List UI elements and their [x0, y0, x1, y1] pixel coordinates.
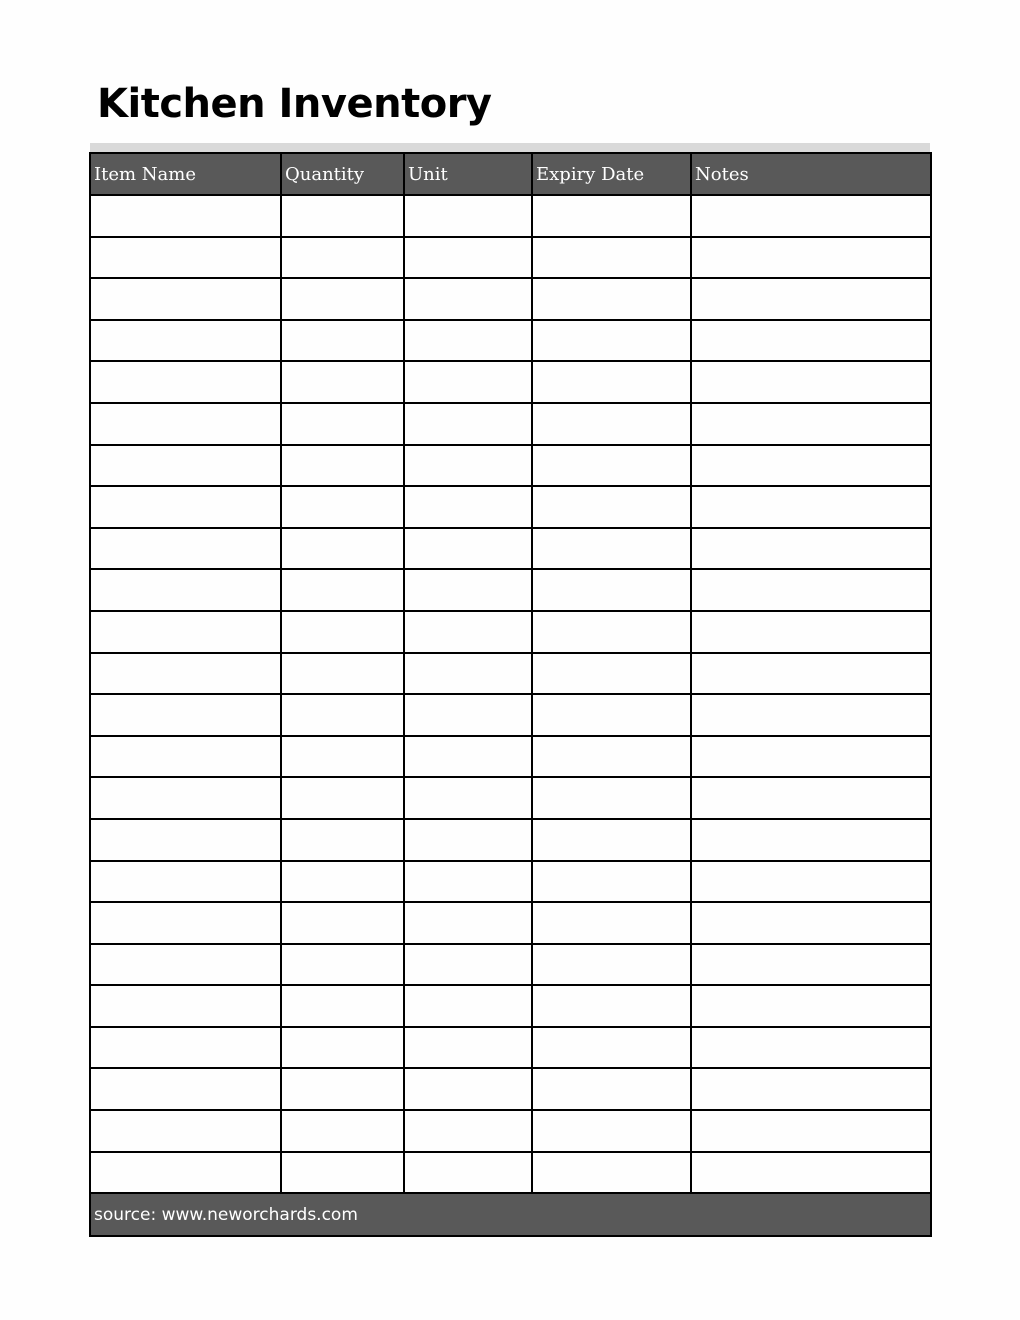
cell-notes[interactable]	[691, 569, 931, 611]
cell-quantity[interactable]	[281, 694, 404, 736]
cell-quantity[interactable]	[281, 861, 404, 903]
cell-notes[interactable]	[691, 486, 931, 528]
cell-quantity[interactable]	[281, 486, 404, 528]
cell-item-name[interactable]	[90, 445, 281, 487]
cell-item-name[interactable]	[90, 861, 281, 903]
cell-unit[interactable]	[404, 278, 532, 320]
cell-unit[interactable]	[404, 195, 532, 237]
cell-expiry-date[interactable]	[532, 902, 691, 944]
cell-unit[interactable]	[404, 611, 532, 653]
cell-unit[interactable]	[404, 736, 532, 778]
table-row	[90, 653, 931, 695]
table-row	[90, 569, 931, 611]
cell-quantity[interactable]	[281, 1068, 404, 1110]
cell-expiry-date[interactable]	[532, 985, 691, 1027]
cell-quantity[interactable]	[281, 195, 404, 237]
cell-unit[interactable]	[404, 237, 532, 279]
cell-item-name[interactable]	[90, 403, 281, 445]
column-header-unit: Unit	[404, 153, 532, 195]
header-row	[90, 153, 931, 195]
table-row	[90, 403, 931, 445]
cell-unit[interactable]	[404, 944, 532, 986]
table-row	[90, 237, 931, 279]
cell-item-name[interactable]	[90, 528, 281, 570]
cell-unit[interactable]	[404, 861, 532, 903]
cell-item-name[interactable]	[90, 819, 281, 861]
cell-unit[interactable]	[404, 694, 532, 736]
table-row	[90, 694, 931, 736]
cell-quantity[interactable]	[281, 1110, 404, 1152]
cell-item-name[interactable]	[90, 944, 281, 986]
table-row	[90, 361, 931, 403]
cell-notes[interactable]	[691, 819, 931, 861]
cell-notes[interactable]	[691, 1027, 931, 1069]
cell-unit[interactable]	[404, 403, 532, 445]
cell-quantity[interactable]	[281, 902, 404, 944]
table-row	[90, 1110, 931, 1152]
cell-item-name[interactable]	[90, 902, 281, 944]
cell-expiry-date[interactable]	[532, 944, 691, 986]
cell-expiry-date[interactable]	[532, 1027, 691, 1069]
table-row	[90, 528, 931, 570]
cell-expiry-date[interactable]	[532, 278, 691, 320]
cell-item-name[interactable]	[90, 985, 281, 1027]
table-row	[90, 736, 931, 778]
table-row	[90, 320, 931, 362]
cell-unit[interactable]	[404, 528, 532, 570]
cell-notes[interactable]	[691, 237, 931, 279]
table-row	[90, 611, 931, 653]
cell-quantity[interactable]	[281, 611, 404, 653]
cell-notes[interactable]	[691, 445, 931, 487]
cell-quantity[interactable]	[281, 1027, 404, 1069]
table-row	[90, 902, 931, 944]
cell-unit[interactable]	[404, 985, 532, 1027]
cell-expiry-date[interactable]	[532, 819, 691, 861]
cell-quantity[interactable]	[281, 528, 404, 570]
cell-unit[interactable]	[404, 445, 532, 487]
cell-notes[interactable]	[691, 361, 931, 403]
cell-expiry-date[interactable]	[532, 694, 691, 736]
cell-unit[interactable]	[404, 1027, 532, 1069]
cell-unit[interactable]	[404, 777, 532, 819]
cell-expiry-date[interactable]	[532, 361, 691, 403]
column-header-quantity: Quantity	[281, 153, 404, 195]
table-row	[90, 195, 931, 237]
cell-quantity[interactable]	[281, 278, 404, 320]
cell-item-name[interactable]	[90, 777, 281, 819]
cell-item-name[interactable]	[90, 653, 281, 695]
cell-expiry-date[interactable]	[532, 1110, 691, 1152]
cell-expiry-date[interactable]	[532, 1068, 691, 1110]
cell-item-name[interactable]	[90, 195, 281, 237]
table-row	[90, 985, 931, 1027]
page-title: Kitchen Inventory	[97, 81, 492, 127]
table-row	[90, 944, 931, 986]
cell-notes[interactable]	[691, 694, 931, 736]
cell-quantity[interactable]	[281, 445, 404, 487]
cell-expiry-date[interactable]	[532, 486, 691, 528]
cell-notes[interactable]	[691, 902, 931, 944]
cell-expiry-date[interactable]	[532, 777, 691, 819]
cell-item-name[interactable]	[90, 1110, 281, 1152]
cell-unit[interactable]	[404, 486, 532, 528]
cell-notes[interactable]	[691, 195, 931, 237]
cell-unit[interactable]	[404, 1068, 532, 1110]
cell-item-name[interactable]	[90, 611, 281, 653]
cell-quantity[interactable]	[281, 985, 404, 1027]
table-row	[90, 486, 931, 528]
table-row	[90, 777, 931, 819]
cell-expiry-date[interactable]	[532, 445, 691, 487]
cell-expiry-date[interactable]	[532, 195, 691, 237]
cell-notes[interactable]	[691, 944, 931, 986]
cell-notes[interactable]	[691, 403, 931, 445]
cell-item-name[interactable]	[90, 237, 281, 279]
cell-notes[interactable]	[691, 278, 931, 320]
cell-quantity[interactable]	[281, 777, 404, 819]
cell-item-name[interactable]	[90, 278, 281, 320]
cell-notes[interactable]	[691, 320, 931, 362]
cell-item-name[interactable]	[90, 736, 281, 778]
cell-notes[interactable]	[691, 528, 931, 570]
cell-unit[interactable]	[404, 569, 532, 611]
cell-quantity[interactable]	[281, 403, 404, 445]
cell-unit[interactable]	[404, 653, 532, 695]
cell-expiry-date[interactable]	[532, 237, 691, 279]
cell-quantity[interactable]	[281, 1152, 404, 1194]
cell-expiry-date[interactable]	[532, 736, 691, 778]
cell-unit[interactable]	[404, 1152, 532, 1194]
cell-unit[interactable]	[404, 902, 532, 944]
table-row	[90, 445, 931, 487]
cell-unit[interactable]	[404, 361, 532, 403]
cell-expiry-date[interactable]	[532, 861, 691, 903]
table-row	[90, 1027, 931, 1069]
cell-quantity[interactable]	[281, 819, 404, 861]
cell-item-name[interactable]	[90, 1027, 281, 1069]
cell-notes[interactable]	[691, 736, 931, 778]
cell-quantity[interactable]	[281, 944, 404, 986]
cell-expiry-date[interactable]	[532, 611, 691, 653]
title-divider	[90, 143, 930, 152]
cell-notes[interactable]	[691, 1110, 931, 1152]
column-header-notes: Notes	[691, 153, 931, 195]
column-header-item-name: Item Name	[90, 153, 281, 195]
table-row	[90, 819, 931, 861]
cell-item-name[interactable]	[90, 486, 281, 528]
cell-expiry-date[interactable]	[532, 320, 691, 362]
cell-unit[interactable]	[404, 1110, 532, 1152]
footer-row	[90, 1193, 931, 1236]
cell-item-name[interactable]	[90, 694, 281, 736]
cell-quantity[interactable]	[281, 569, 404, 611]
table-row	[90, 1152, 931, 1194]
column-header-expiry-date: Expiry Date	[532, 153, 691, 195]
table-row	[90, 278, 931, 320]
cell-quantity[interactable]	[281, 320, 404, 362]
source-footer: source: www.neworchards.com	[90, 1193, 931, 1236]
cell-notes[interactable]	[691, 861, 931, 903]
cell-quantity[interactable]	[281, 237, 404, 279]
cell-item-name[interactable]	[90, 1068, 281, 1110]
cell-expiry-date[interactable]	[532, 528, 691, 570]
cell-notes[interactable]	[691, 1068, 931, 1110]
cell-notes[interactable]	[691, 653, 931, 695]
cell-expiry-date[interactable]	[532, 569, 691, 611]
cell-notes[interactable]	[691, 611, 931, 653]
cell-expiry-date[interactable]	[532, 653, 691, 695]
cell-item-name[interactable]	[90, 569, 281, 611]
cell-item-name[interactable]	[90, 320, 281, 362]
cell-notes[interactable]	[691, 985, 931, 1027]
cell-notes[interactable]	[691, 777, 931, 819]
cell-quantity[interactable]	[281, 736, 404, 778]
cell-expiry-date[interactable]	[532, 403, 691, 445]
cell-unit[interactable]	[404, 819, 532, 861]
cell-quantity[interactable]	[281, 653, 404, 695]
cell-notes[interactable]	[691, 1152, 931, 1194]
cell-item-name[interactable]	[90, 361, 281, 403]
table-row	[90, 861, 931, 903]
cell-unit[interactable]	[404, 320, 532, 362]
cell-expiry-date[interactable]	[532, 1152, 691, 1194]
inventory-table	[89, 152, 932, 1237]
cell-quantity[interactable]	[281, 361, 404, 403]
cell-item-name[interactable]	[90, 1152, 281, 1194]
table-row	[90, 1068, 931, 1110]
